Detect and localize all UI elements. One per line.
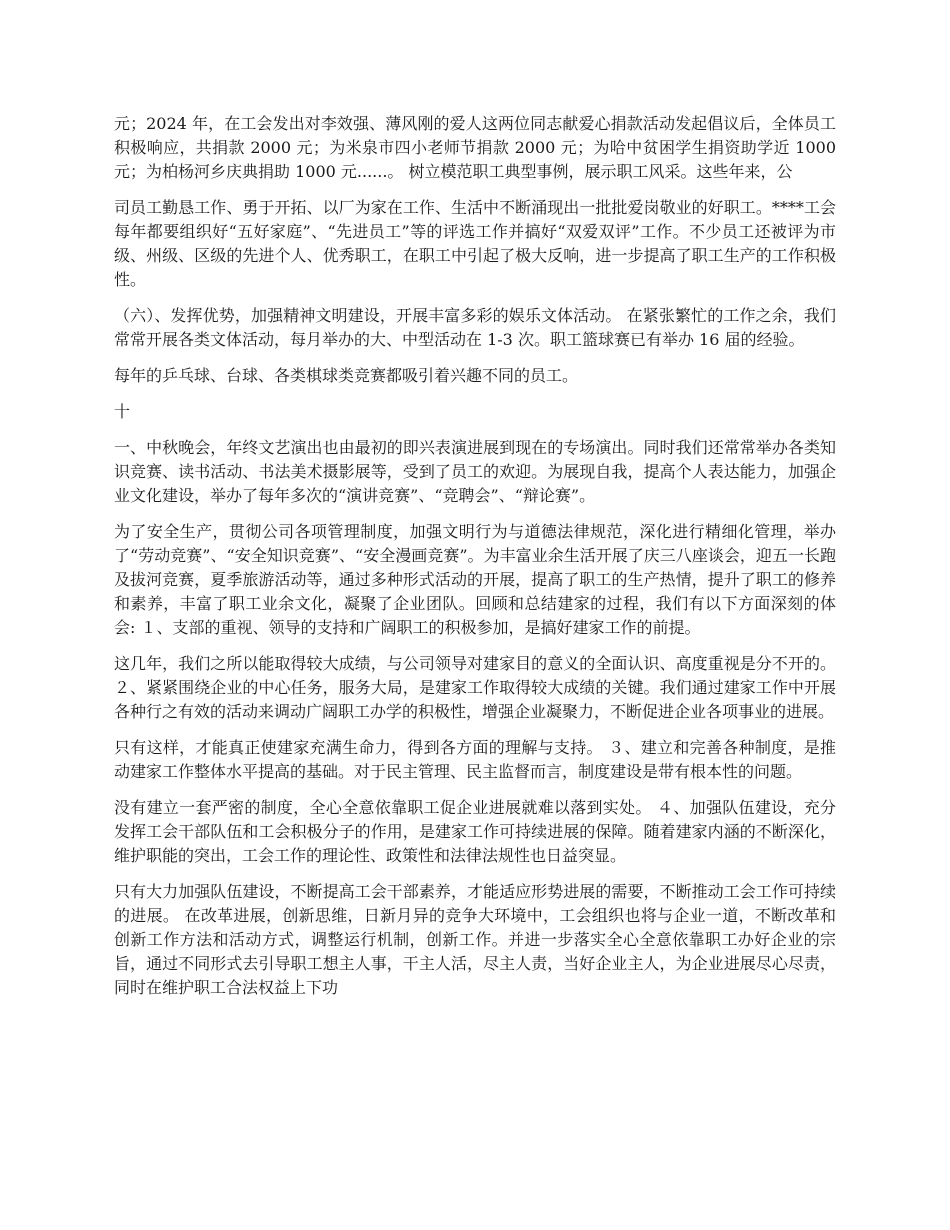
paragraph-team-building: 没有建立一套严密的制度，全心全意依靠职工促企业进展就难以落到实处。 ４、加强队伍建设，充分发挥工会干部队伍和工会积极分子的作用，是建家工作可持续进展的保障。随着建家内涵的不断深化，维护职能的突出，工会工作的理论性、政策性和法律法规性也日益突显。	[114, 798, 836, 865]
paragraph-cultural-activities: （六）、发挥优势，加强精神文明建设，开展丰富多彩的娱乐文体活动。 在紧张繁忙的工作之余，我们常常开展各类文体活动，每月举办的大、中型活动在 1-3 次。职工篮球赛已有举办 16 届的经验。	[114, 306, 836, 349]
paragraph-ten: 十	[114, 402, 131, 421]
paragraph-model-workers: 司员工勤恳工作、勇于开拓、以厂为家在工作、生活中不断涌现出一批批爱岗敬业的好职工。****工会每年都要组织好“五好家庭”、“先进员工”等的评选工作并搞好“双爱双评”工作。不少员工还被评为市级、州级、区级的先进个人、优秀职工，在职工中引起了极大反响，进一步提高了职工生产的工作积极性。	[114, 198, 836, 289]
paragraph-ball-games: 每年的乒乓球、台球、各类棋球类竞赛都吸引着兴趣不同的员工。	[114, 366, 579, 385]
paragraph-systems: 只有这样，才能真正使建家充满生命力，得到各方面的理解与支持。 ３、建立和完善各种制度，是推动建家工作整体水平提高的基础。对于民主管理、民主监督而言，制度建设是带有根本性的问题。	[114, 738, 836, 781]
paragraph-reform: 只有大力加强队伍建设，不断提高工会干部素养，才能适应形势进展的需要，不断推动工会工作可持续的进展。 在改革进展，创新思维，日新月异的竞争大环境中，工会组织也将与企业一道，不断改革和创新工作方法和活动方式，调整运行机制，创新工作。并进一步落实全心全意依靠职工办好企业的宗旨，通过不同形式去引导职工想主人事，干主人活，尽主人责，当好企业主人，为企业进展尽心尽责，同时在维护职工合法权益上下功	[114, 882, 836, 997]
paragraph-achievements: 这几年，我们之所以能取得较大成绩，与公司领导对建家目的意义的全面认识、高度重视是分不开的。 ２、紧紧围绕企业的中心任务，服务大局，是建家工作取得较大成绩的关键。我们通过建家工作中开展各种行之有效的活动来调动广阔职工办学的积极性，增强企业凝聚力，不断促进企业各项事业的进展。	[114, 654, 836, 721]
document-page	[114, 112, 836, 1012]
paragraph-safety-production: 为了安全生产，贯彻公司各项管理制度，加强文明行为与道德法律规范，深化进行精细化管理，举办了“劳动竞赛”、“安全知识竞赛”、“安全漫画竞赛”。为丰富业余生活开展了庆三八座谈会，迎五一长跑及拔河竞赛，夏季旅游活动等，通过多种形式活动的开展，提高了职工的生产热情，提升了职工的修养和素养，丰富了职工业余文化，凝聚了企业团队。回顾和总结建家的过程，我们有以下方面深刻的体会: １、支部的重视、领导的支持和广阔职工的积极参加，是搞好建家工作的前提。	[114, 522, 836, 637]
paragraph-donations: 元；2024 年，在工会发出对李效强、薄风刚的爱人这两位同志献爱心捐款活动发起倡议后，全体员工积极响应，共捐款 2000 元；为米泉市四小老师节捐款 2000 元；为哈中贫困学生捐资助学近 1000 元；为柏杨河乡庆典捐助 1000 元......。 树立模范职工典型事例，展示职工风采。这些年来，公	[114, 114, 836, 181]
paragraph-mid-autumn: 一、中秋晚会，年终文艺演出也由最初的即兴表演进展到现在的专场演出。同时我们还常常举办各类知识竞赛、读书活动、书法美术摄影展等，受到了员工的欢迎。为展现自我，提高个人表达能力，加强企业文化建设，举办了每年多次的“演讲竞赛”、“竞聘会”、“辩论赛”。	[114, 438, 836, 505]
